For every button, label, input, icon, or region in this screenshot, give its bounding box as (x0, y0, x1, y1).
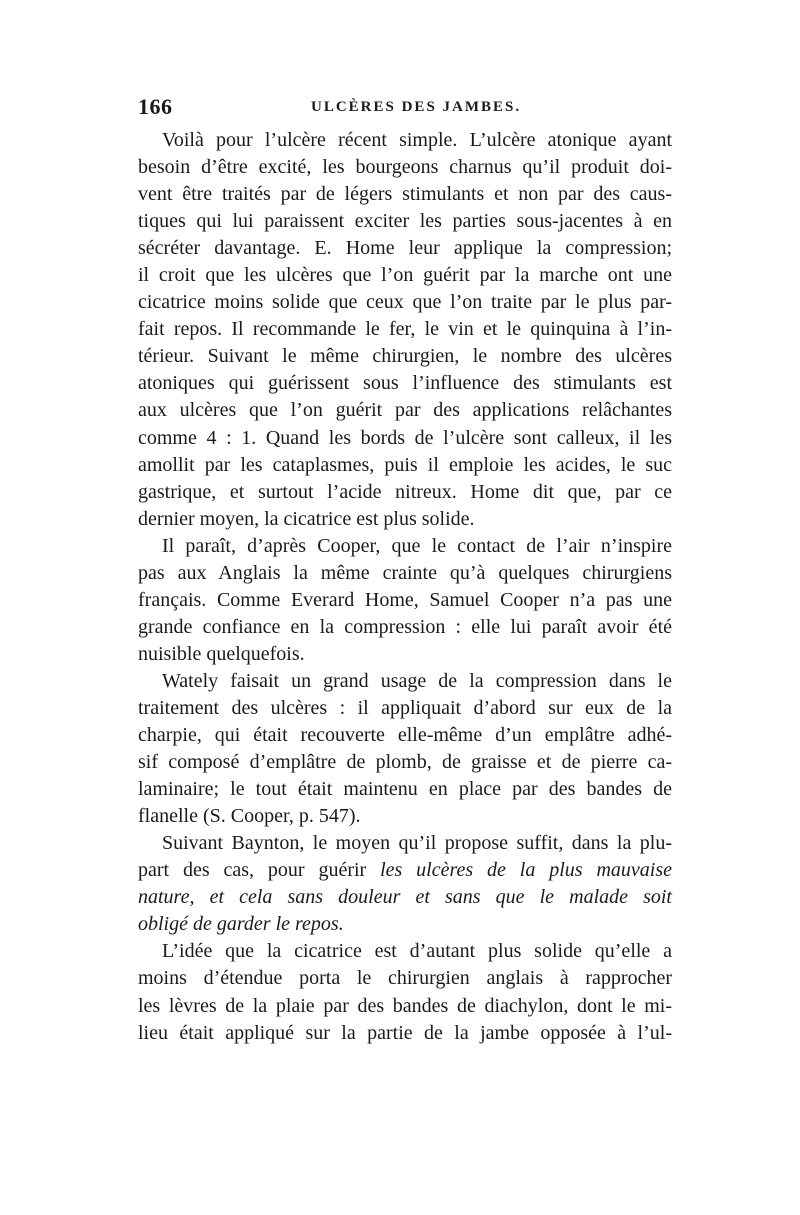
body-text (138, 127, 672, 1047)
text-line (138, 425, 672, 452)
line-text: sif composé d’emplâtre de plomb, de graisse et de pierre ca- (138, 751, 672, 774)
line-text: besoin d’être excité, les bourgeons charnus qu’il produit doi- (138, 156, 672, 179)
text-line (138, 803, 672, 830)
italic-text: obligé de garder le repos. (138, 913, 344, 936)
text-line (138, 533, 672, 560)
text-line (138, 587, 672, 614)
text-line (138, 397, 672, 424)
text-line (138, 830, 672, 857)
text-line (138, 668, 672, 695)
text-line (138, 884, 672, 911)
line-text: charpie, qui était recouverte elle-même d’un emplâtre adhé- (138, 724, 672, 747)
line-text: L’idée que la cicatrice est d’autant plus solide qu’elle a (162, 940, 672, 963)
line-text: traitement des ulcères : il appliquait d’abord sur eux de la (138, 696, 672, 719)
text-line (138, 857, 672, 884)
text-line (138, 289, 672, 316)
line-text: sécréter davantage. E. Home leur applique la compression; (138, 237, 672, 260)
running-head: ULCÈRES DES JAMBES. (311, 99, 522, 115)
text-line (138, 560, 672, 587)
line-text: les lèvres de la plaie par des bandes de diachylon, dont le mi- (138, 994, 672, 1017)
line-text: dernier moyen, la cicatrice est plus solide. (138, 507, 475, 530)
line-text: part des cas, pour guérir (138, 859, 381, 882)
text-line (138, 235, 672, 262)
text-line (138, 641, 672, 668)
line-text: gastrique, et surtout l’acide nitreux. Home dit que, par ce (138, 480, 672, 503)
text-line (138, 965, 672, 992)
line-text: cicatrice moins solide que ceux que l’on traite par le plus par- (138, 291, 672, 314)
text-line (138, 316, 672, 343)
line-text: atoniques qui guérissent sous l’influence des stimulants est (138, 372, 672, 395)
page-number: 166 (138, 94, 173, 119)
line-text: tiques qui lui paraissent exciter les parties sous-jacentes à en (138, 210, 672, 233)
line-text: flanelle (S. Cooper, p. 547). (138, 805, 361, 828)
line-text: fait repos. Il recommande le fer, le vin et le quinquina à l’in- (138, 318, 672, 341)
text-line (138, 452, 672, 479)
text-line (138, 262, 672, 289)
text-line (138, 506, 672, 533)
line-text: grande confiance en la compression : elle lui paraît avoir été (138, 615, 672, 638)
italic-text: nature, et cela sans douleur et sans que le malade soit (138, 886, 672, 909)
line-text: Voilà pour l’ulcère récent simple. L’ulcère atonique ayant (162, 129, 672, 151)
text-line (138, 993, 672, 1020)
line-text: vent être traités par de légers stimulants et non par des caus- (138, 183, 672, 206)
line-text: il croit que les ulcères que l’on guérit par la marche ont une (138, 264, 672, 287)
line-text: lieu était appliqué sur la partie de la jambe opposée à l’ul- (138, 1021, 672, 1044)
italic-text: les ulcères de la plus mauvaise (380, 859, 672, 882)
line-text: laminaire; le tout était maintenu en place par des bandes de (138, 778, 672, 801)
text-line (138, 911, 672, 938)
text-line (138, 370, 672, 397)
text-line (138, 776, 672, 803)
text-line (138, 695, 672, 722)
line-text: amollit par les cataplasmes, puis il emploie les acides, le suc (138, 453, 672, 476)
text-line (138, 181, 672, 208)
line-text: Il paraît, d’après Cooper, que le contact de l’air n’inspire (162, 534, 672, 557)
text-line (138, 749, 672, 776)
text-line (138, 479, 672, 506)
line-text: Suivant Baynton, le moyen qu’il propose suffit, dans la plu- (162, 832, 672, 855)
line-text: térieur. Suivant le même chirurgien, le nombre des ulcères (138, 345, 672, 368)
text-line (138, 614, 672, 641)
text-line (138, 938, 672, 965)
line-text: Wately faisait un grand usage de la compression dans le (162, 669, 672, 692)
line-text: pas aux Anglais la même crainte qu’à quelques chirurgiens (138, 561, 672, 584)
line-text: français. Comme Everard Home, Samuel Cooper n’a pas une (138, 588, 672, 611)
text-line (138, 343, 672, 370)
text-line (138, 1020, 672, 1047)
text-line (138, 127, 672, 154)
line-text: aux ulcères que l’on guérit par des applications relâchantes (138, 399, 672, 422)
text-line (138, 208, 672, 235)
line-text: comme 4 : 1. Quand les bords de l’ulcère sont calleux, il les (138, 426, 672, 449)
text-line (138, 154, 672, 181)
line-text: moins d’étendue porta le chirurgien anglais à rapprocher (138, 967, 672, 990)
text-line (138, 722, 672, 749)
line-text: nuisible quelquefois. (138, 642, 305, 665)
